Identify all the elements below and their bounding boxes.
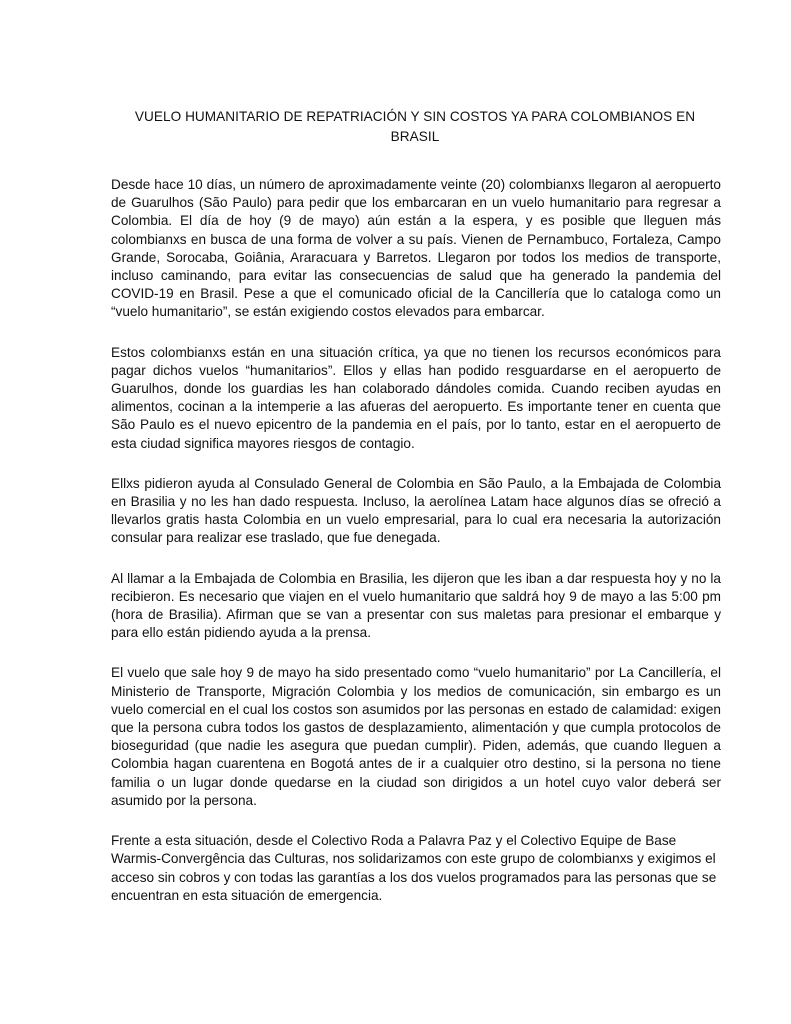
paragraph-consulate-request: Ellxs pidieron ayuda al Consulado General de Colombia en São Paulo, a la Embajada de Colombia en Brasilia y no les han dado respuesta. Incluso, la aerolínea Latam hace algunos días se ofreció a llevarlos gratis hasta Colombia en un vuelo empresarial, para lo cual era necesaria la autorización consular para realizar ese traslado, que fue denegada. xyxy=(111,475,721,546)
paragraph-arrival: Desde hace 10 días, un número de aproximadamente veinte (20) colombianxs llegaron al aeropuerto de Guarulhos (São Paulo) para pedir que los embarcaran en un vuelo humanitario para regresar a Colombia. El día de hoy (9 de mayo) aún están a la espera, y es posible que lleguen más colombianxs en busca de una forma de volver a su país. Vienen de Pernambuco, Fortaleza, Campo Grande, Sorocaba, Goiânia, Araracuara y Barretos. Llegaron por todos los medios de transporte, incluso caminando, para evitar las consecuencias de salud que ha generado la pandemia del COVID-19 en Brasil. Pese a que el comunicado oficial de la Cancillería que lo cataloga como un “vuelo humanitario”, se están exigiendo costos elevados para embarcar. xyxy=(111,177,721,320)
paragraph-flight-costs: El vuelo que sale hoy 9 de mayo ha sido presentado como “vuelo humanitario” por La Cancillería, el Ministerio de Transporte, Migración Colombia y los medios de comunicación, sin embargo es un vuelo comercial en el cual los costos son asumidos por las personas en estado de calamidad: exigen que la persona cubra todos los gastos de desplazamiento, alimentación y que cumpla protocolos de bioseguridad (que nadie les asegura que puedan cumplir). Piden, además, que cuando lleguen a Colombia hagan cuarentena en Bogotá antes de ir a cualquier otro destino, si la persona no tiene familia o un lugar donde quedarse en la ciudad son dirigidos a un hotel cuyo valor deberá ser asumido por la persona. xyxy=(111,665,721,808)
paragraph-critical-situation: Estos colombianxs están en una situación crítica, ya que no tienen los recursos económicos para pagar dichos vuelos “humanitarios”. Ellos y ellas han podido resguardarse en el aeropuerto de Guarulhos, donde los guardias les han colaborado dándoles comida. Cuando reciben ayudas en alimentos, cocinan a la intemperie a las afueras del aeropuerto. Es importante tener en cuenta que São Paulo es el nuevo epicentro de la pandemia en el país, por lo tanto, estar en el aeropuerto de esta ciudad significa mayores riesgos de contagio. xyxy=(111,344,721,451)
paragraph-solidarity: Frente a esta situación, desde el Colectivo Roda a Palavra Paz y el Colectivo Equipe de Base Warmis-Convergência das Culturas, nos solidarizamos con este grupo de colombianxs y exigimos el acceso sin cobros y con todas las garantías a los dos vuelos programados para las personas que se encuentran en esta situación de emergencia. xyxy=(111,833,717,903)
document-body xyxy=(111,176,721,927)
document-title: VUELO HUMANITARIO DE REPATRIACIÓN Y SIN COSTOS YA PARA COLOMBIANOS EN BRASIL xyxy=(134,109,696,144)
paragraph-embassy-call: Al llamar a la Embajada de Colombia en Brasilia, les dijeron que les iban a dar respuesta hoy y no la recibieron. Es necesario que viajen en el vuelo humanitario que saldrá hoy 9 de mayo a las 5:00 pm (hora de Brasilia). Afirman que se van a presentar con sus maletas para presionar el embarque y para ello están pidiendo ayuda a la prensa. xyxy=(111,570,721,641)
